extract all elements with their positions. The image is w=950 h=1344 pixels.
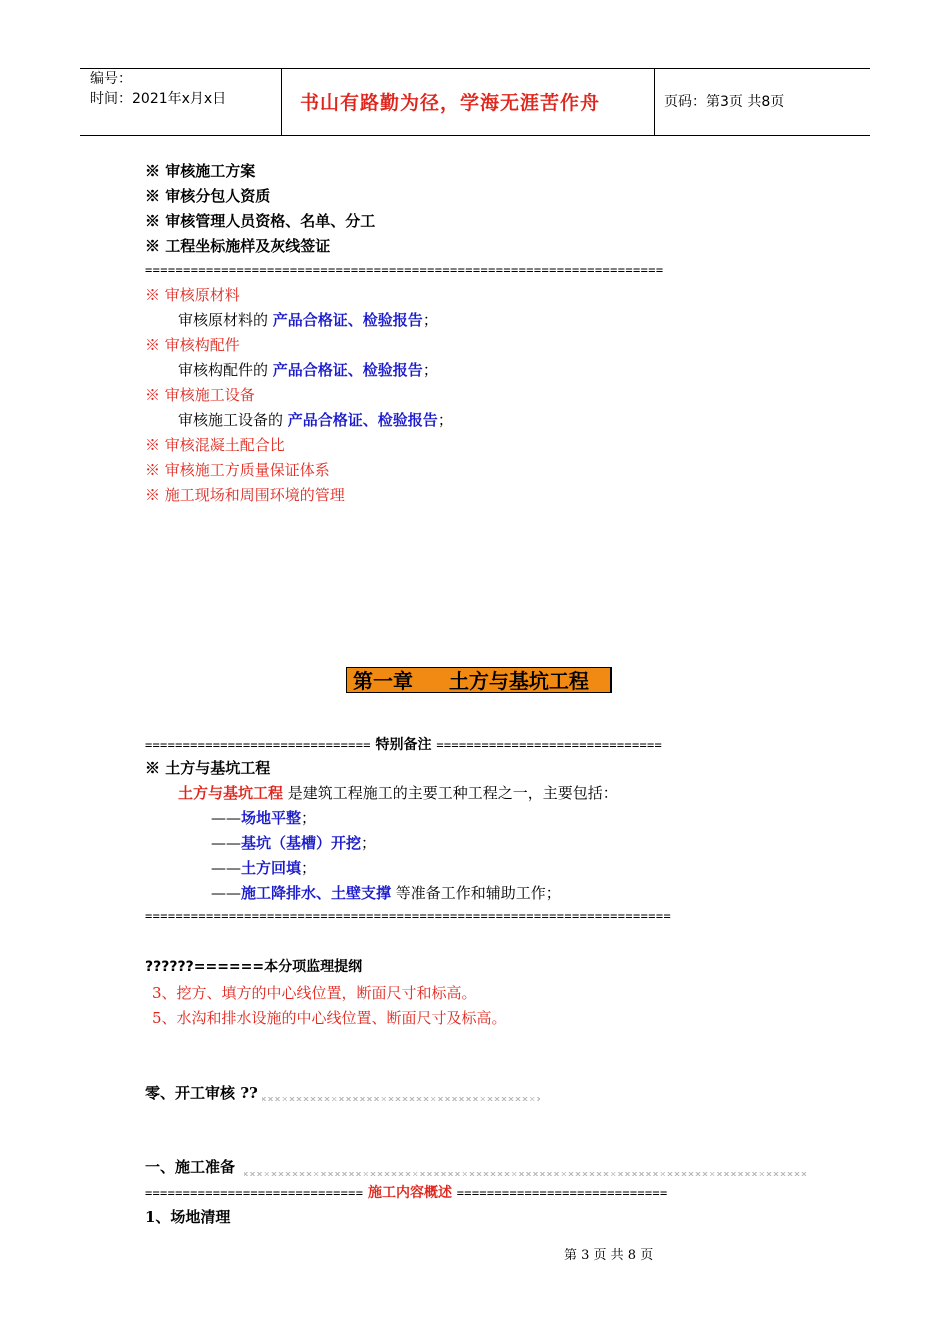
special-note-line xyxy=(145,735,662,754)
review-quality-system: ※ 审核施工方质量保证体系 xyxy=(145,461,330,479)
semicolon: ； xyxy=(301,809,317,827)
header-bottom-rule xyxy=(80,135,870,136)
content-overview-label: 施工内容概述 xyxy=(368,1185,452,1201)
header-top-rule xyxy=(80,68,870,69)
outline-heading xyxy=(145,959,362,976)
special-note-right-sep: ============================== xyxy=(436,738,663,752)
review-components-line xyxy=(178,361,438,379)
review-item-management: ※ 审核管理人员资格、名单、分工 xyxy=(145,212,376,230)
special-note-label: 特别备注 xyxy=(375,737,432,753)
content-overview-right-sep: ============================ xyxy=(456,1186,668,1200)
section-zero-heading: 零、开工审核 ?? xyxy=(145,1084,258,1102)
item-dewatering-suffix: 等准备工作和辅助工作； xyxy=(395,884,561,902)
earthwork-item-backfill xyxy=(211,859,316,877)
dash: —— xyxy=(211,884,241,902)
outline-prefix: ??????====== xyxy=(145,959,265,975)
raw-materials-prefix: 审核原材料的 xyxy=(178,311,269,329)
separator-line-2: ===================================================================== xyxy=(145,909,672,923)
header-time-label: 时间：2021年x月x日 xyxy=(90,91,227,107)
separator-line: ==================================================================== xyxy=(145,263,664,277)
site-clearing-heading: 1、场地清理 xyxy=(145,1208,231,1226)
item-site-leveling: 场地平整 xyxy=(241,809,302,827)
raw-materials-cert: 产品合格证、检验报告 xyxy=(272,311,423,329)
equipment-prefix: 审核施工设备的 xyxy=(178,411,284,429)
outline-title: 本分项监理提纲 xyxy=(264,959,363,975)
earthwork-intro xyxy=(178,784,618,802)
chapter-number: 第一章 xyxy=(353,669,413,693)
review-components-title: ※ 审核构配件 xyxy=(145,336,240,354)
content-overview-line xyxy=(145,1183,667,1202)
review-raw-materials-line xyxy=(178,311,438,329)
header-number-label: 编号： xyxy=(90,71,132,87)
review-site-environment: ※ 施工现场和周围环境的管理 xyxy=(145,486,345,504)
chapter-heading xyxy=(346,667,612,693)
chapter-title: 土方与基坑工程 xyxy=(448,669,589,693)
equipment-suffix: ； xyxy=(437,411,453,429)
review-equipment-line xyxy=(178,411,453,429)
equipment-cert: 产品合格证、检验报告 xyxy=(287,411,438,429)
review-concrete-mix: ※ 审核混凝土配合比 xyxy=(145,436,285,454)
outline-item-3: 3、挖方、填方的中心线位置，断面尺寸和标高。 xyxy=(152,984,477,1002)
earthwork-heading: ※ 土方与基坑工程 xyxy=(145,759,271,777)
item-dewatering: 施工降排水、土壁支撑 xyxy=(241,884,392,902)
semicolon: ； xyxy=(361,834,377,852)
header-divider-right xyxy=(654,68,655,135)
review-item-coordinates: ※ 工程坐标施样及灰线签证 xyxy=(145,237,331,255)
earthwork-item-dewatering xyxy=(211,884,561,902)
item-excavation: 基坑（基槽）开挖 xyxy=(241,834,362,852)
earthwork-item-excavation xyxy=(211,834,376,852)
dash: —— xyxy=(211,859,241,877)
review-item-plan: ※ 审核施工方案 xyxy=(145,162,256,180)
section-zero-underline xyxy=(262,1097,540,1101)
components-suffix: ； xyxy=(422,361,438,379)
dash: —— xyxy=(211,834,241,852)
earthwork-intro-text: 是建筑工程施工的主要工种工程之一，主要包括： xyxy=(287,784,618,802)
review-item-subcontractor: ※ 审核分包人资质 xyxy=(145,187,271,205)
components-prefix: 审核构配件的 xyxy=(178,361,269,379)
semicolon: ； xyxy=(301,859,317,877)
outline-item-5: 5、水沟和排水设施的中心线位置、断面尺寸及标高。 xyxy=(152,1009,507,1027)
header-page-label: 页码：第3页 共8页 xyxy=(664,94,785,110)
review-equipment-title: ※ 审核施工设备 xyxy=(145,386,255,404)
item-backfill: 土方回填 xyxy=(241,859,302,877)
header-divider-left xyxy=(281,68,282,135)
section-one-heading: 一、施工准备 xyxy=(145,1158,236,1176)
content-overview-left-sep: ============================= xyxy=(145,1186,364,1200)
header-motto: 书山有路勤为径，学海无涯苦作舟 xyxy=(300,92,601,114)
page-footer: 第 3 页 共 8 页 xyxy=(564,1248,654,1263)
earthwork-item-site-leveling xyxy=(211,809,316,827)
review-raw-materials-title: ※ 审核原材料 xyxy=(145,286,240,304)
components-cert: 产品合格证、检验报告 xyxy=(272,361,423,379)
section-one-underline xyxy=(244,1172,806,1176)
dash: —— xyxy=(211,809,241,827)
earthwork-intro-bold: 土方与基坑工程 xyxy=(178,784,284,802)
raw-materials-suffix: ； xyxy=(422,311,438,329)
special-note-left-sep: ============================== xyxy=(145,738,371,752)
